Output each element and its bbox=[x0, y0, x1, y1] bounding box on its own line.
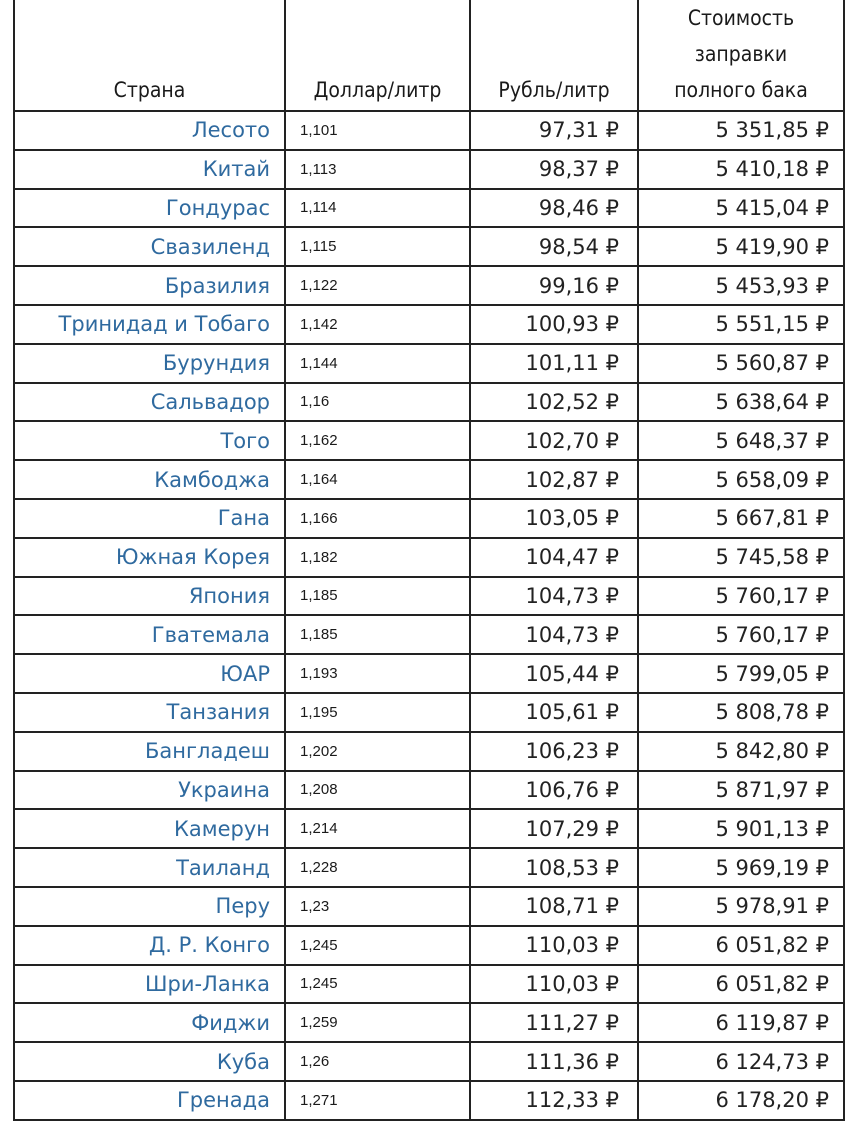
table-row bbox=[14, 848, 844, 887]
table-row bbox=[14, 499, 844, 538]
usd-per-liter-cell: 1,166 bbox=[285, 499, 470, 538]
usd-per-liter-cell: 1,185 bbox=[285, 577, 470, 616]
usd-per-liter-cell: 1,101 bbox=[285, 111, 470, 150]
rub-per-liter-cell: 101,11 ₽ bbox=[470, 344, 638, 383]
full-tank-cost-cell: 5 419,90 ₽ bbox=[638, 227, 844, 266]
rub-per-liter-cell: 112,33 ₽ bbox=[470, 1081, 638, 1120]
table-row bbox=[14, 577, 844, 616]
country-cell: Гренада bbox=[14, 1081, 285, 1120]
table-row bbox=[14, 693, 844, 732]
country-cell: Перу bbox=[14, 887, 285, 926]
country-cell: Свазиленд bbox=[14, 227, 285, 266]
table-row bbox=[14, 305, 844, 344]
table-row bbox=[14, 771, 844, 810]
full-tank-cost-cell: 5 560,87 ₽ bbox=[638, 344, 844, 383]
table-row bbox=[14, 383, 844, 422]
country-cell: Танзания bbox=[14, 693, 285, 732]
rub-per-liter-cell: 104,73 ₽ bbox=[470, 577, 638, 616]
full-tank-cost-cell: 6 051,82 ₽ bbox=[638, 965, 844, 1004]
full-tank-cost-cell: 5 760,17 ₽ bbox=[638, 577, 844, 616]
country-cell: Тринидад и Тобаго bbox=[14, 305, 285, 344]
usd-per-liter-cell: 1,115 bbox=[285, 227, 470, 266]
usd-per-liter-cell: 1,142 bbox=[285, 305, 470, 344]
usd-per-liter-cell: 1,16 bbox=[285, 383, 470, 422]
full-tank-cost-cell: 5 648,37 ₽ bbox=[638, 421, 844, 460]
full-tank-cost-cell: 5 901,13 ₽ bbox=[638, 809, 844, 848]
usd-per-liter-cell: 1,245 bbox=[285, 965, 470, 1004]
usd-per-liter-cell: 1,26 bbox=[285, 1042, 470, 1081]
table-row bbox=[14, 654, 844, 693]
rub-per-liter-cell: 104,73 ₽ bbox=[470, 615, 638, 654]
table-row bbox=[14, 344, 844, 383]
header-row bbox=[14, 0, 844, 111]
full-tank-cost-cell: 5 658,09 ₽ bbox=[638, 460, 844, 499]
usd-per-liter-cell: 1,23 bbox=[285, 887, 470, 926]
header-full-tank-line2: заправки bbox=[694, 42, 788, 66]
country-cell: Шри-Ланка bbox=[14, 965, 285, 1004]
country-cell: Бразилия bbox=[14, 266, 285, 305]
full-tank-cost-cell: 5 799,05 ₽ bbox=[638, 654, 844, 693]
rub-per-liter-cell: 106,23 ₽ bbox=[470, 732, 638, 771]
rub-per-liter-cell: 110,03 ₽ bbox=[470, 926, 638, 965]
usd-per-liter-cell: 1,122 bbox=[285, 266, 470, 305]
full-tank-cost-cell: 5 745,58 ₽ bbox=[638, 538, 844, 577]
usd-per-liter-cell: 1,182 bbox=[285, 538, 470, 577]
table-row bbox=[14, 266, 844, 305]
header-usd-per-liter: Доллар/литр bbox=[285, 0, 470, 111]
rub-per-liter-cell: 110,03 ₽ bbox=[470, 965, 638, 1004]
rub-per-liter-cell: 107,29 ₽ bbox=[470, 809, 638, 848]
full-tank-cost-cell: 5 551,15 ₽ bbox=[638, 305, 844, 344]
full-tank-cost-cell: 5 871,97 ₽ bbox=[638, 771, 844, 810]
country-cell: Бурундия bbox=[14, 344, 285, 383]
full-tank-cost-cell: 5 638,64 ₽ bbox=[638, 383, 844, 422]
usd-per-liter-cell: 1,195 bbox=[285, 693, 470, 732]
table-row bbox=[14, 732, 844, 771]
table-row bbox=[14, 538, 844, 577]
rub-per-liter-cell: 98,46 ₽ bbox=[470, 189, 638, 228]
table-row bbox=[14, 1003, 844, 1042]
full-tank-cost-cell: 5 760,17 ₽ bbox=[638, 615, 844, 654]
rub-per-liter-cell: 111,27 ₽ bbox=[470, 1003, 638, 1042]
usd-per-liter-cell: 1,185 bbox=[285, 615, 470, 654]
country-cell: Китай bbox=[14, 150, 285, 189]
rub-per-liter-cell: 100,93 ₽ bbox=[470, 305, 638, 344]
table-body bbox=[14, 111, 844, 1120]
usd-per-liter-cell: 1,259 bbox=[285, 1003, 470, 1042]
table-row bbox=[14, 150, 844, 189]
country-cell: Гана bbox=[14, 499, 285, 538]
country-cell: Гватемала bbox=[14, 615, 285, 654]
country-cell: Украина bbox=[14, 771, 285, 810]
full-tank-cost-cell: 6 124,73 ₽ bbox=[638, 1042, 844, 1081]
rub-per-liter-cell: 108,53 ₽ bbox=[470, 848, 638, 887]
header-rub-per-liter: Рубль/литр bbox=[470, 0, 638, 111]
rub-per-liter-cell: 102,70 ₽ bbox=[470, 421, 638, 460]
usd-per-liter-cell: 1,202 bbox=[285, 732, 470, 771]
country-cell: Южная Корея bbox=[14, 538, 285, 577]
full-tank-cost-cell: 5 415,04 ₽ bbox=[638, 189, 844, 228]
full-tank-cost-cell: 6 178,20 ₽ bbox=[638, 1081, 844, 1120]
country-cell: ЮАР bbox=[14, 654, 285, 693]
country-cell: Того bbox=[14, 421, 285, 460]
full-tank-cost-cell: 6 119,87 ₽ bbox=[638, 1003, 844, 1042]
country-cell: Камерун bbox=[14, 809, 285, 848]
rub-per-liter-cell: 99,16 ₽ bbox=[470, 266, 638, 305]
usd-per-liter-cell: 1,164 bbox=[285, 460, 470, 499]
full-tank-cost-cell: 5 351,85 ₽ bbox=[638, 111, 844, 150]
full-tank-cost-cell: 5 978,91 ₽ bbox=[638, 887, 844, 926]
rub-per-liter-cell: 104,47 ₽ bbox=[470, 538, 638, 577]
table-row bbox=[14, 421, 844, 460]
country-cell: Фиджи bbox=[14, 1003, 285, 1042]
table-row bbox=[14, 189, 844, 228]
full-tank-cost-cell: 5 453,93 ₽ bbox=[638, 266, 844, 305]
table-row bbox=[14, 1042, 844, 1081]
country-cell: Бангладеш bbox=[14, 732, 285, 771]
full-tank-cost-cell: 5 969,19 ₽ bbox=[638, 848, 844, 887]
rub-per-liter-cell: 102,87 ₽ bbox=[470, 460, 638, 499]
rub-per-liter-cell: 98,54 ₽ bbox=[470, 227, 638, 266]
full-tank-cost-cell: 5 842,80 ₽ bbox=[638, 732, 844, 771]
country-cell: Камбоджа bbox=[14, 460, 285, 499]
table-row bbox=[14, 227, 844, 266]
fuel-price-table bbox=[13, 0, 845, 1121]
rub-per-liter-cell: 105,44 ₽ bbox=[470, 654, 638, 693]
rub-per-liter-cell: 97,31 ₽ bbox=[470, 111, 638, 150]
full-tank-cost-cell: 5 667,81 ₽ bbox=[638, 499, 844, 538]
table-row bbox=[14, 809, 844, 848]
table-row bbox=[14, 460, 844, 499]
rub-per-liter-cell: 98,37 ₽ bbox=[470, 150, 638, 189]
usd-per-liter-cell: 1,228 bbox=[285, 848, 470, 887]
full-tank-cost-cell: 6 051,82 ₽ bbox=[638, 926, 844, 965]
table-row bbox=[14, 926, 844, 965]
table-row bbox=[14, 965, 844, 1004]
usd-per-liter-cell: 1,162 bbox=[285, 421, 470, 460]
rub-per-liter-cell: 111,36 ₽ bbox=[470, 1042, 638, 1081]
usd-per-liter-cell: 1,193 bbox=[285, 654, 470, 693]
rub-per-liter-cell: 102,52 ₽ bbox=[470, 383, 638, 422]
table-row bbox=[14, 111, 844, 150]
usd-per-liter-cell: 1,214 bbox=[285, 809, 470, 848]
table-row bbox=[14, 887, 844, 926]
rub-per-liter-cell: 103,05 ₽ bbox=[470, 499, 638, 538]
rub-per-liter-cell: 108,71 ₽ bbox=[470, 887, 638, 926]
country-cell: Гондурас bbox=[14, 189, 285, 228]
usd-per-liter-cell: 1,208 bbox=[285, 771, 470, 810]
rub-per-liter-cell: 106,76 ₽ bbox=[470, 771, 638, 810]
country-cell: Д. Р. Конго bbox=[14, 926, 285, 965]
usd-per-liter-cell: 1,271 bbox=[285, 1081, 470, 1120]
usd-per-liter-cell: 1,114 bbox=[285, 189, 470, 228]
country-cell: Куба bbox=[14, 1042, 285, 1081]
full-tank-cost-cell: 5 410,18 ₽ bbox=[638, 150, 844, 189]
header-country: Страна bbox=[14, 0, 285, 111]
usd-per-liter-cell: 1,245 bbox=[285, 926, 470, 965]
table-row bbox=[14, 1081, 844, 1120]
fuel-price-table-container bbox=[13, 0, 845, 1121]
country-cell: Лесото bbox=[14, 111, 285, 150]
table-row bbox=[14, 615, 844, 654]
country-cell: Сальвадор bbox=[14, 383, 285, 422]
full-tank-cost-cell: 5 808,78 ₽ bbox=[638, 693, 844, 732]
rub-per-liter-cell: 105,61 ₽ bbox=[470, 693, 638, 732]
usd-per-liter-cell: 1,113 bbox=[285, 150, 470, 189]
usd-per-liter-cell: 1,144 bbox=[285, 344, 470, 383]
country-cell: Япония bbox=[14, 577, 285, 616]
header-full-tank-cost bbox=[638, 0, 844, 111]
country-cell: Таиланд bbox=[14, 848, 285, 887]
header-full-tank-line1: Стоимость bbox=[687, 6, 795, 30]
header-full-tank-line3: полного бака bbox=[674, 78, 808, 102]
